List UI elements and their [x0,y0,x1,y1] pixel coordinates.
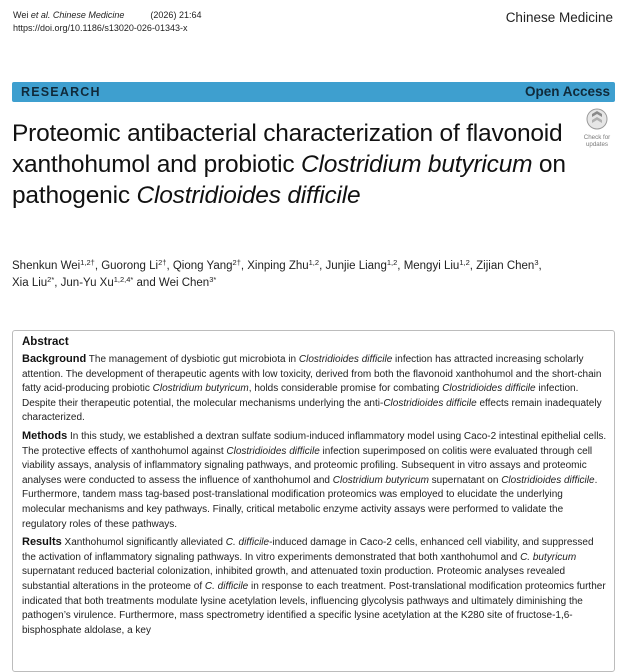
abstract-box [12,330,615,672]
abstract-methods: Methods In this study, we established a dextran sulfate sodium-induced inflammatory model using Caco-2 intestinal epithelial cells. The protective effects of xanthohumol against Clostridioides difficile infection superimposed on colitis were evaluated through cell viability assays, analysis of inflammatory signaling pathways, and proteomic profiling. Subsequent in vitro assays and proteomic analyses were conducted to assess the influence of xanthohumol and Clostridium butyricum supernatant on Clostridioides difficile. Furthermore, tandem mass tag-based post-translational modification proteomics was employed to elucidate the underlying molecular mechanisms and key pathways. Finally, critical metabolic enzyme activity assays were performed to validate the regulatory roles of these pathways. [22,429,607,530]
author[interactable]: Guorong $Li^{2\dagger}$ [101,258,167,272]
abstract-body [22,352,607,641]
author[interactable]: Qiong Yang$^{2\dagger}$ [172,258,241,272]
article-type-banner [12,82,615,102]
article-title: Proteomic antibacterial characterization of flavonoid xanthohumol and probiotic Clostridium butyricum on pathogenic Clostridioides difficile [12,120,566,209]
background-label: Background [22,353,87,365]
abstract-background: Background The management of dysbiotic gut microbiota in Clostridioides difficile infection has attracted increasing scholarly attention. The development of therapeutic agents with low toxicity, derived from both the flavonoid xanthohumol and the short-chain fatty acid-producing probiotic Clostridium butyricum, holds considerable promise for combating Clostridioides difficile infection. Despite their therapeutic potential, the molecular mechanisms underlying the anti-Clostridioides difficile effects remain inadequately characterized. [22,353,602,424]
check-for-updates-icon [586,108,608,130]
author[interactable]: Shenkun Wei$^{1,2\dagger}$ [12,258,95,272]
article-type-label: RESEARCH [21,85,101,99]
header-author: Wei [13,10,31,20]
doi-link[interactable]: https://doi.org/10.1186/s13020-026-01343-x [13,23,188,33]
open-access-label: Open Access [524,84,610,99]
citation-line [13,9,201,22]
author[interactable]: Zijian Chen$^3$ [476,258,539,272]
running-header [13,9,201,35]
header-journal: Chinese Medicine [52,10,125,20]
header-et-al: et al. [30,10,51,20]
check-for-updates-label: Check for updates [583,134,611,148]
author[interactable]: Wei Chen$^{3*}$ [158,275,217,289]
abstract-results: Results Xanthohumol significantly alleviated C. difficile-induced damage in Caco-2 cells, enhanced cell viability, and suppressed the activation of inflammatory signaling pathways. In vitro experiments demonstrated that both xanthohumol and C. butyricum supernatant reduced bacterial colonization, inhibited growth, and attenuated toxin production. Proteomic analyses revealed substantial alterations in the proteome of C. difficile in response to each treatment. Post-translational modification proteomics further indicated that both treatments modulate lysine acetylation levels, influencing glycolysis pathways and ultimately diminishing the pathogen’s virulence. Furthermore, mass spectrometry identified a specific lysine acetylation at the K280 site of fructose-1,6-bisphosphate aldolase, a key [22,536,606,636]
check-for-updates-button[interactable] [579,108,615,146]
journal-name: Chinese Medicine [505,10,613,25]
header-year: (2026) 21:64 [150,10,202,20]
author[interactable]: Junjie Liang$^{1,2}$ [325,258,398,272]
author[interactable]: Jun-Yu $Xu^{1,2,4*}$ [60,275,134,289]
results-label: Results [22,536,62,549]
author[interactable]: Xia Liu$^{2*}$ [12,275,55,289]
author-list: Shenkun Wei$^{1,2\dagger}$, Guorong $Li^{2\dagger}$, Qiong Yang$^{2\dagger}$, Xinping Zhu$^{1,2}$, Junjie Liang$^{1,2}$, Mengyi Liu$^{1,2}$, Zijian Chen$^3$, Xia Liu$^{2*}$, Jun-Yu $Xu^{1,2,4*}$ and Wei Chen$^{3*}$ [12,258,542,289]
abstract-heading: Abstract [22,336,69,348]
author[interactable]: Xinping Zhu$^{1,2}$ [247,258,320,272]
methods-label: Methods [22,429,68,442]
author[interactable]: Mengyi Liu$^{1,2}$ [403,258,470,272]
